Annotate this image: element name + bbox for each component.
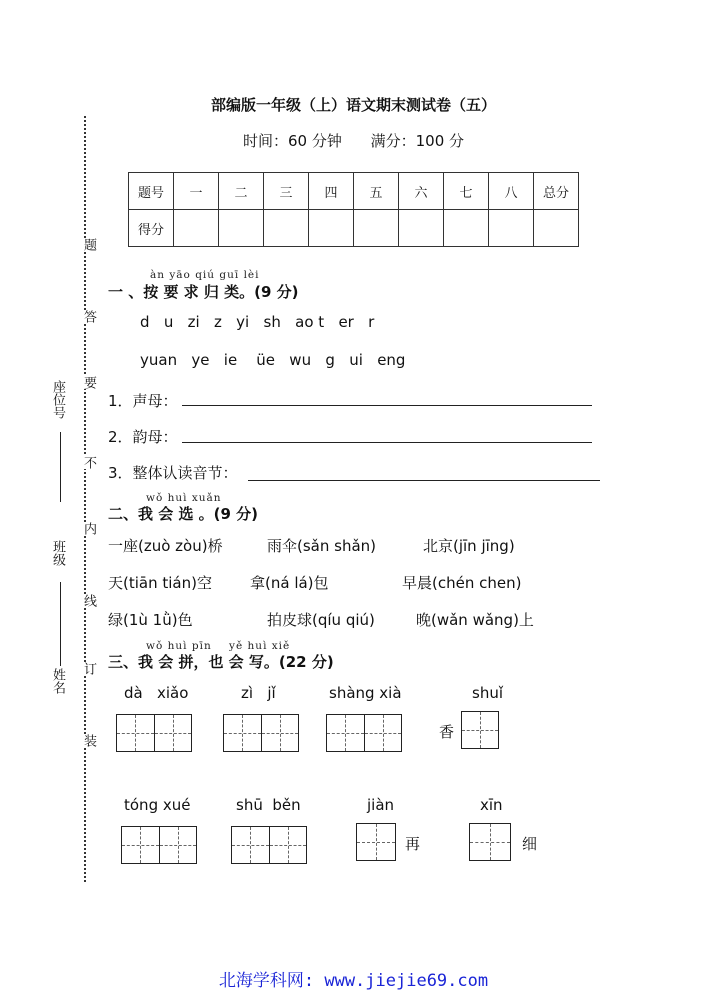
table-cell: 三	[264, 173, 309, 210]
section1-score: (9 分)	[254, 283, 299, 301]
binding-label: 不	[81, 456, 96, 469]
section1-letters-row2: yuan ye ie üe wu g ui eng	[140, 351, 406, 369]
pinyin-prompt: zì jǐ	[241, 684, 276, 702]
hint-character: 细	[522, 835, 538, 853]
score-input-cell[interactable]	[399, 210, 444, 247]
writing-grid[interactable]	[121, 826, 197, 864]
writing-grid[interactable]	[231, 826, 307, 864]
name-label: 姓名	[50, 668, 65, 694]
binding-label: 题	[81, 238, 96, 251]
exam-full-score: 满分：100 分	[370, 132, 465, 150]
score-input-cell[interactable]	[354, 210, 399, 247]
choice-item[interactable]: 早晨(chén chen)	[402, 574, 522, 592]
score-table-header-row	[129, 173, 579, 210]
table-cell: 得分	[129, 210, 174, 247]
exam-info	[0, 130, 707, 151]
writing-grid[interactable]	[461, 711, 499, 749]
question-label: 2．韵母：	[108, 428, 178, 446]
section3-score: (22 分)	[278, 653, 334, 671]
table-cell: 四	[309, 173, 354, 210]
binding-dotted-line	[84, 116, 86, 882]
pinyin-prompt: tóng xué	[124, 796, 191, 814]
binding-label: 线	[81, 594, 96, 607]
hint-character: 香	[439, 723, 455, 741]
class-label: 班级	[50, 540, 65, 566]
choice-item[interactable]: 雨伞(sǎn shǎn)	[267, 537, 377, 555]
writing-grid[interactable]	[223, 714, 299, 752]
writing-grid[interactable]	[116, 714, 192, 752]
answer-line[interactable]	[248, 480, 600, 481]
binding-label: 订	[81, 662, 96, 675]
section3-pinyin: wǒ huì pīn yě huì xiě	[146, 640, 291, 652]
binding-label: 内	[81, 522, 96, 535]
score-input-cell[interactable]	[489, 210, 534, 247]
table-cell: 二	[219, 173, 264, 210]
choice-item[interactable]: 北京(jīn jīng)	[423, 537, 515, 555]
page-title: 部编版一年级（上）语文期末测试卷（五）	[210, 96, 496, 114]
binding-label: 装	[81, 734, 96, 747]
section1-title: 一 、按 要 求 归 类。	[108, 283, 255, 301]
choice-item[interactable]: 天(tiān tián)空	[108, 574, 212, 592]
pinyin-prompt: xīn	[480, 796, 503, 814]
section3-heading	[108, 651, 334, 672]
section2-score: (9 分)	[213, 505, 259, 523]
score-input-cell[interactable]	[534, 210, 579, 247]
score-table-score-row	[129, 210, 579, 247]
section2-pinyin: wǒ huì xuǎn	[146, 492, 222, 504]
binding-label: 要	[81, 376, 96, 389]
choice-item[interactable]: 绿(1ù 1ǜ)色	[108, 611, 193, 629]
score-input-cell[interactable]	[309, 210, 354, 247]
choice-item[interactable]: 拍皮球(qíu qiú)	[267, 611, 375, 629]
score-input-cell[interactable]	[219, 210, 264, 247]
choice-item[interactable]: 拿(ná lá)包	[250, 574, 329, 592]
exam-time: 时间：60 分钟	[242, 132, 342, 150]
section3-title: 三、我 会 拼，也 会 写。	[108, 653, 279, 671]
class-blank[interactable]	[60, 582, 61, 666]
score-table	[128, 172, 579, 247]
binding-label: 答	[81, 310, 96, 323]
choice-item[interactable]: 一座(zuò zòu)桥	[108, 537, 223, 555]
table-cell: 总分	[534, 173, 579, 210]
footer-watermark[interactable]: 北海学科网: www.jiejie69.com	[218, 971, 489, 991]
section1-letters-row1: d u zi z yi sh ao t er r	[140, 313, 375, 331]
writing-grid[interactable]	[356, 823, 396, 861]
table-cell: 六	[399, 173, 444, 210]
writing-grid[interactable]	[326, 714, 402, 752]
section2-heading	[108, 503, 258, 524]
writing-grid[interactable]	[469, 823, 511, 861]
pinyin-prompt: shū běn	[236, 796, 301, 814]
table-cell: 题号	[129, 173, 174, 210]
table-cell: 五	[354, 173, 399, 210]
seat-number-blank[interactable]	[60, 432, 61, 502]
question-label: 3．整体认读音节：	[108, 464, 238, 482]
seat-number-label: 座位号	[50, 380, 65, 419]
score-input-cell[interactable]	[264, 210, 309, 247]
score-input-cell[interactable]	[444, 210, 489, 247]
hint-character: 再	[405, 835, 421, 853]
answer-line[interactable]	[182, 442, 592, 443]
pinyin-prompt: shuǐ	[472, 684, 503, 702]
choice-item[interactable]: 晚(wǎn wǎng)上	[416, 611, 534, 629]
table-cell: 一	[174, 173, 219, 210]
score-input-cell[interactable]	[174, 210, 219, 247]
pinyin-prompt: dà xiǎo	[124, 684, 189, 702]
answer-line[interactable]	[182, 405, 592, 406]
section1-pinyin: àn yāo qiú guī lèi	[150, 269, 260, 281]
pinyin-prompt: jiàn	[367, 796, 395, 814]
pinyin-prompt: shàng xià	[329, 684, 402, 702]
table-cell: 八	[489, 173, 534, 210]
question-label: 1．声母：	[108, 392, 178, 410]
section2-title: 二、我 会 选 。	[108, 505, 214, 523]
section1-heading	[108, 281, 299, 302]
table-cell: 七	[444, 173, 489, 210]
